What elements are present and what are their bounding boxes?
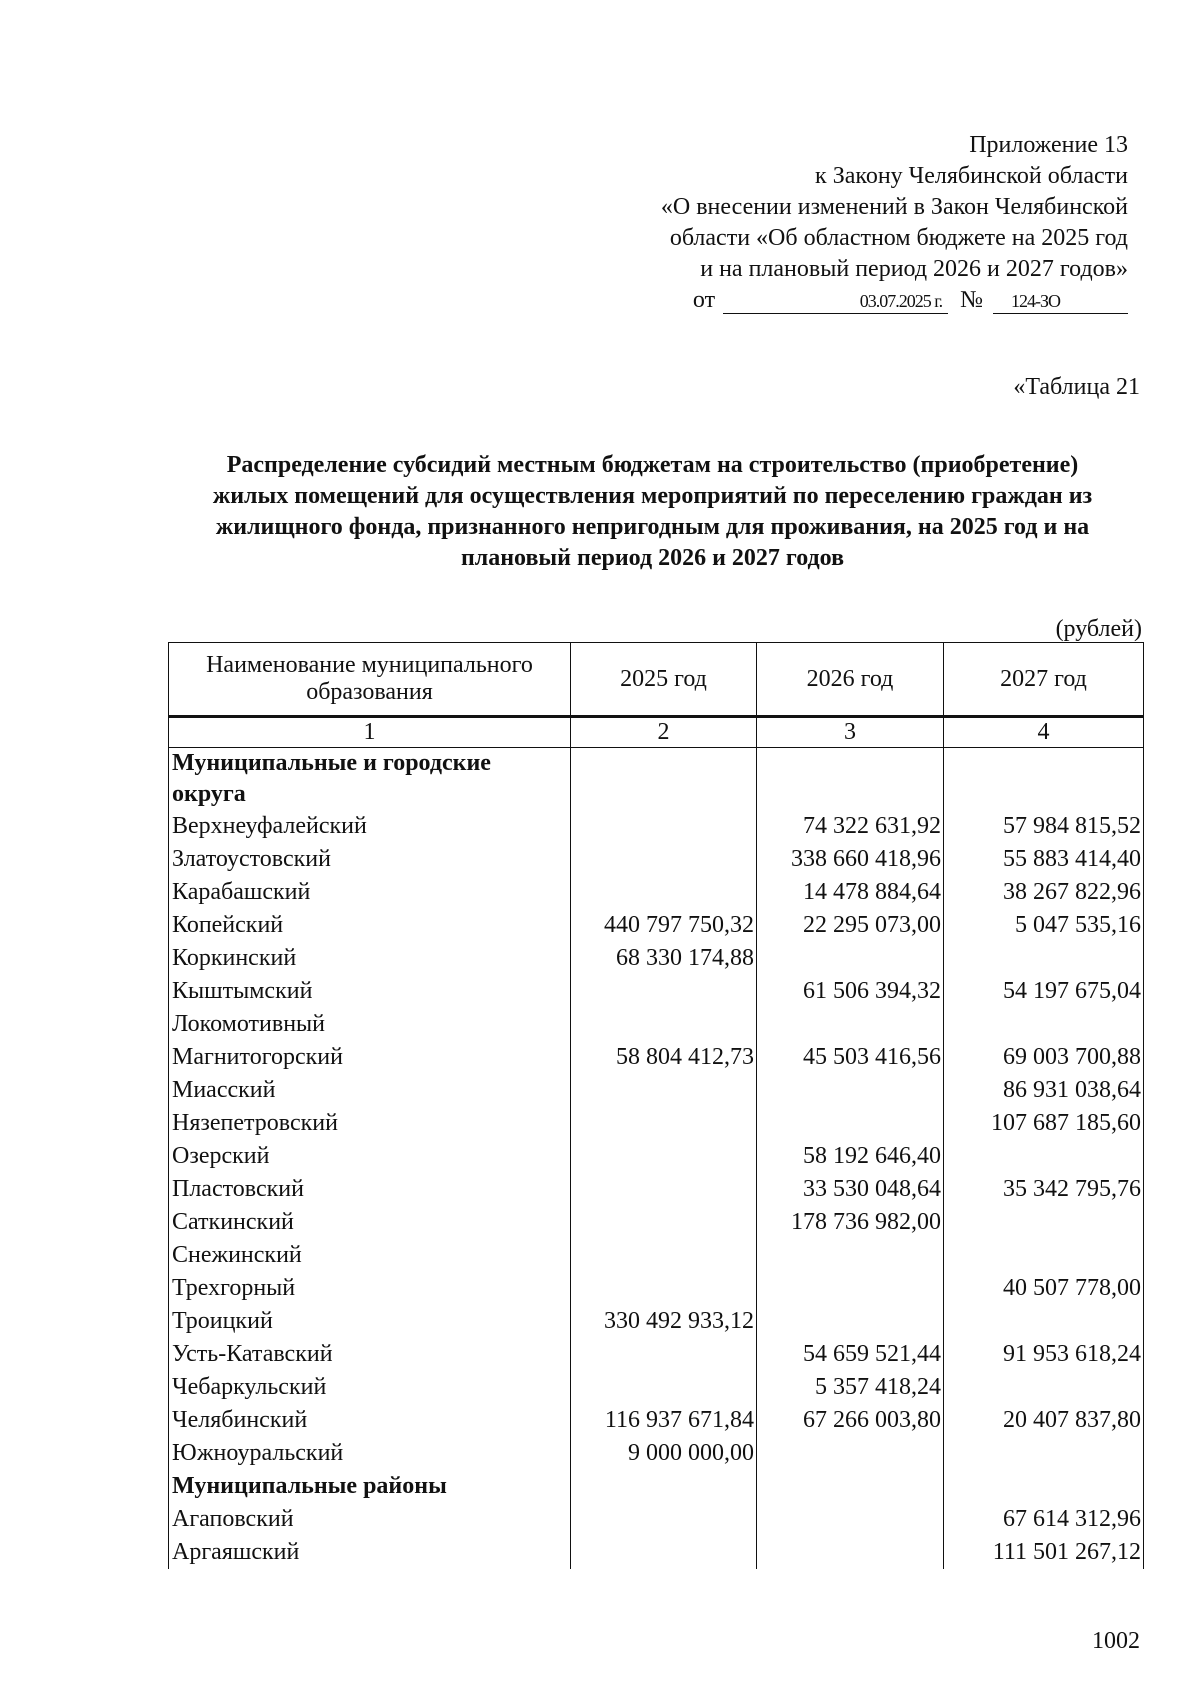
value-2027 [944, 1239, 1144, 1272]
value-2026: 338 660 418,96 [757, 843, 944, 876]
value-2025: 9 000 000,00 [571, 1437, 757, 1470]
municipality-name: Снежинский [169, 1239, 571, 1272]
empty-cell [757, 748, 944, 811]
value-2026: 74 322 631,92 [757, 810, 944, 843]
value-2026 [757, 1305, 944, 1338]
value-2027 [944, 1437, 1144, 1470]
group-name: Муниципальные районы [169, 1470, 571, 1503]
value-2026 [757, 1503, 944, 1536]
table-row [169, 1173, 1144, 1206]
value-2027 [944, 1305, 1144, 1338]
value-2025 [571, 1239, 757, 1272]
table-row [169, 909, 1144, 942]
value-2026: 22 295 073,00 [757, 909, 944, 942]
value-2025 [571, 1371, 757, 1404]
appendix-line: области «Об областном бюджете на 2025 год [669, 225, 1128, 251]
date-prefix: от [692, 287, 716, 313]
value-2026: 5 357 418,24 [757, 1371, 944, 1404]
value-2026: 178 736 982,00 [757, 1206, 944, 1239]
document-title [160, 450, 1145, 574]
value-2027: 111 501 267,12 [944, 1536, 1144, 1569]
municipality-name: Миасский [169, 1074, 571, 1107]
appendix-line: и на плановый период 2026 и 2027 годов» [700, 256, 1128, 282]
value-2025: 330 492 933,12 [571, 1305, 757, 1338]
value-2027: 38 267 822,96 [944, 876, 1144, 909]
value-2026: 61 506 394,32 [757, 975, 944, 1008]
value-2026: 54 659 521,44 [757, 1338, 944, 1371]
value-2027: 55 883 414,40 [944, 843, 1144, 876]
column-number: 4 [944, 717, 1144, 748]
table-row [169, 1404, 1144, 1437]
header-2027: 2027 год [944, 643, 1144, 717]
table-row [169, 1008, 1144, 1041]
municipality-name: Пластовский [169, 1173, 571, 1206]
value-2025 [571, 1074, 757, 1107]
unit-label: (рублей) [1055, 616, 1142, 642]
appendix-line: Приложение 13 [969, 132, 1128, 158]
column-number: 1 [169, 717, 571, 748]
law-date: 03.07.2025 г. [723, 289, 948, 314]
page-number: 1002 [1092, 1628, 1140, 1654]
value-2025 [571, 975, 757, 1008]
value-2026: 14 478 884,64 [757, 876, 944, 909]
group-row [169, 1470, 1144, 1503]
municipality-name: Верхнеуфалейский [169, 810, 571, 843]
value-2025 [571, 1140, 757, 1173]
number-sign: № [960, 287, 983, 313]
municipality-name: Троицкий [169, 1305, 571, 1338]
value-2026 [757, 1272, 944, 1305]
municipality-name: Озерский [169, 1140, 571, 1173]
municipality-name: Коркинский [169, 942, 571, 975]
table-row [169, 975, 1144, 1008]
header-municipality: Наименование муниципального образования [169, 643, 571, 717]
value-2026: 58 192 646,40 [757, 1140, 944, 1173]
table-row [169, 1206, 1144, 1239]
table-body [169, 748, 1144, 1570]
table-label: «Таблица 21 [1013, 374, 1140, 400]
value-2027: 57 984 815,52 [944, 810, 1144, 843]
value-2025 [571, 1008, 757, 1041]
law-signature-line [508, 285, 1128, 316]
value-2025: 116 937 671,84 [571, 1404, 757, 1437]
header-row [169, 643, 1144, 717]
table-row [169, 1272, 1144, 1305]
value-2027: 54 197 675,04 [944, 975, 1144, 1008]
municipality-name: Карабашский [169, 876, 571, 909]
value-2026 [757, 1008, 944, 1041]
value-2027 [944, 1140, 1144, 1173]
value-2027: 35 342 795,76 [944, 1173, 1144, 1206]
title-line: плановый период 2026 и 2027 годов [460, 545, 845, 571]
value-2027 [944, 942, 1144, 975]
empty-cell [944, 748, 1144, 811]
empty-cell [757, 1470, 944, 1503]
municipality-name: Нязепетровский [169, 1107, 571, 1140]
municipality-name: Агаповский [169, 1503, 571, 1536]
municipality-name: Южноуральский [169, 1437, 571, 1470]
value-2026 [757, 942, 944, 975]
municipality-name: Чебаркульский [169, 1371, 571, 1404]
group-row [169, 748, 1144, 811]
value-2027 [944, 1371, 1144, 1404]
column-number: 3 [757, 717, 944, 748]
table-row [169, 1338, 1144, 1371]
value-2025 [571, 810, 757, 843]
table-row [169, 876, 1144, 909]
table-row [169, 1140, 1144, 1173]
value-2027: 40 507 778,00 [944, 1272, 1144, 1305]
header-2026: 2026 год [757, 643, 944, 717]
table-row [169, 810, 1144, 843]
value-2027: 107 687 185,60 [944, 1107, 1144, 1140]
value-2025 [571, 1206, 757, 1239]
table-row [169, 1503, 1144, 1536]
table-row [169, 1107, 1144, 1140]
municipality-name: Саткинский [169, 1206, 571, 1239]
table-row [169, 1074, 1144, 1107]
value-2025 [571, 1107, 757, 1140]
column-number: 2 [571, 717, 757, 748]
value-2025: 58 804 412,73 [571, 1041, 757, 1074]
value-2026 [757, 1074, 944, 1107]
group-name: Муниципальные и городские округа [169, 748, 571, 811]
value-2027 [944, 1206, 1144, 1239]
empty-cell [571, 1470, 757, 1503]
empty-cell [944, 1470, 1144, 1503]
municipality-name: Трехгорный [169, 1272, 571, 1305]
subsidy-table [168, 642, 1144, 1569]
value-2025 [571, 876, 757, 909]
municipality-name: Локомотивный [169, 1008, 571, 1041]
value-2025: 440 797 750,32 [571, 909, 757, 942]
value-2027: 67 614 312,96 [944, 1503, 1144, 1536]
table-row [169, 1536, 1144, 1569]
value-2026 [757, 1536, 944, 1569]
value-2027 [944, 1008, 1144, 1041]
value-2027: 20 407 837,80 [944, 1404, 1144, 1437]
law-number: 124-ЗО [993, 289, 1128, 314]
table-row [169, 1437, 1144, 1470]
value-2025 [571, 1338, 757, 1371]
title-line: жилых помещений для осуществления мероприятий по переселению граждан из [212, 483, 1093, 509]
title-line: жилищного фонда, признанного непригодным для проживания, на 2025 год и на [215, 514, 1090, 540]
table-row [169, 843, 1144, 876]
value-2025: 68 330 174,88 [571, 942, 757, 975]
table-row [169, 942, 1144, 975]
appendix-header [508, 130, 1128, 316]
municipality-name: Аргаяшский [169, 1536, 571, 1569]
municipality-name: Магнитогорский [169, 1041, 571, 1074]
value-2026: 33 530 048,64 [757, 1173, 944, 1206]
municipality-name: Усть-Катавский [169, 1338, 571, 1371]
value-2027: 91 953 618,24 [944, 1338, 1144, 1371]
appendix-line: «О внесении изменений в Закон Челябинской [660, 194, 1128, 220]
value-2027: 5 047 535,16 [944, 909, 1144, 942]
value-2025 [571, 1503, 757, 1536]
table-row [169, 1041, 1144, 1074]
municipality-name: Златоустовский [169, 843, 571, 876]
municipality-name: Копейский [169, 909, 571, 942]
table-row [169, 1371, 1144, 1404]
table-row [169, 1305, 1144, 1338]
value-2025 [571, 843, 757, 876]
value-2027: 86 931 038,64 [944, 1074, 1144, 1107]
appendix-line: к Закону Челябинской области [815, 163, 1128, 189]
value-2027: 69 003 700,88 [944, 1041, 1144, 1074]
municipality-name: Кыштымский [169, 975, 571, 1008]
table-row [169, 1239, 1144, 1272]
value-2026 [757, 1239, 944, 1272]
title-line: Распределение субсидий местным бюджетам на строительство (приобретение) [226, 452, 1079, 478]
value-2026: 67 266 003,80 [757, 1404, 944, 1437]
empty-cell [571, 748, 757, 811]
value-2026: 45 503 416,56 [757, 1041, 944, 1074]
column-number-row [169, 717, 1144, 748]
value-2025 [571, 1173, 757, 1206]
header-2025: 2025 год [571, 643, 757, 717]
municipality-name: Челябинский [169, 1404, 571, 1437]
value-2026 [757, 1437, 944, 1470]
value-2026 [757, 1107, 944, 1140]
value-2025 [571, 1536, 757, 1569]
value-2025 [571, 1272, 757, 1305]
